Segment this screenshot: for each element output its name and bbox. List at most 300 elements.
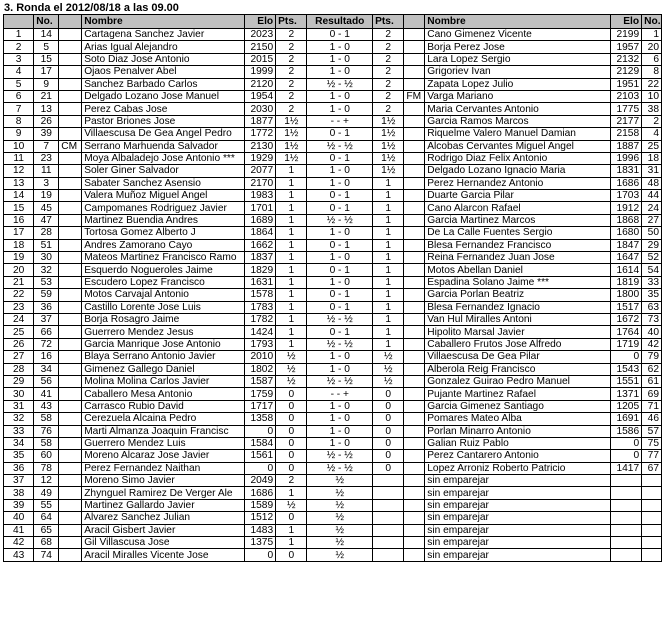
table-row (4, 239, 662, 251)
black-elo: 1775 (610, 103, 641, 115)
black-player-name: Pomares Mateo Alba (425, 413, 611, 425)
black-player-name: Blesa Fernandez Ignacio (425, 301, 611, 313)
white-elo: 1782 (244, 313, 275, 325)
white-title (59, 437, 82, 449)
black-player-name: Garcia Porlan Beatriz (425, 289, 611, 301)
black-points (373, 524, 404, 536)
white-points: 1½ (276, 115, 307, 127)
white-elo: 0 (244, 462, 275, 474)
white-player-name: Martinez Buendia Andres (82, 214, 245, 226)
black-title (404, 363, 425, 375)
white-elo: 1584 (244, 437, 275, 449)
black-points: 1 (373, 190, 404, 202)
black-elo: 1996 (610, 152, 641, 164)
table-row (4, 66, 662, 78)
table-row (4, 128, 662, 140)
table-row (4, 326, 662, 338)
black-player-no: 24 (642, 202, 662, 214)
board-number: 26 (4, 338, 34, 350)
white-elo: 2170 (244, 177, 275, 189)
white-title (59, 351, 82, 363)
white-player-name: Soto Diaz Jose Antonio (82, 53, 245, 65)
result: ½ - ½ (307, 313, 373, 325)
result: 0 - 1 (307, 152, 373, 164)
white-title (59, 227, 82, 239)
black-player-name: Perez Hernandez Antonio (425, 177, 611, 189)
black-player-no: 69 (642, 388, 662, 400)
result: 0 - 1 (307, 202, 373, 214)
black-player-no: 52 (642, 252, 662, 264)
black-title (404, 103, 425, 115)
white-player-no: 15 (34, 53, 59, 65)
white-player-no: 47 (34, 214, 59, 226)
result: 1 - 0 (307, 177, 373, 189)
white-player-no: 13 (34, 103, 59, 115)
black-elo (610, 537, 641, 549)
black-title (404, 537, 425, 549)
result: ½ (307, 537, 373, 549)
board-number: 21 (4, 276, 34, 288)
black-title (404, 487, 425, 499)
black-player-name: Porlan Minarro Antonio (425, 425, 611, 437)
white-elo: 1802 (244, 363, 275, 375)
white-title (59, 252, 82, 264)
table-row (4, 202, 662, 214)
white-elo: 2010 (244, 351, 275, 363)
white-player-no: 7 (34, 140, 59, 152)
white-title: CM (59, 140, 82, 152)
white-player-name: Garcia Manrique Jose Antonio (82, 338, 245, 350)
black-player-no: 54 (642, 264, 662, 276)
black-player-no (642, 537, 662, 549)
white-player-no: 51 (34, 239, 59, 251)
white-title (59, 499, 82, 511)
black-player-name: Blesa Fernandez Francisco (425, 239, 611, 251)
result: 1 - 0 (307, 227, 373, 239)
black-points (373, 475, 404, 487)
black-title: FM (404, 90, 425, 102)
result: 1 - 0 (307, 425, 373, 437)
black-elo: 1847 (610, 239, 641, 251)
black-player-name: Duarte Garcia Pilar (425, 190, 611, 202)
white-player-name: Perez Fernandez Naithan (82, 462, 245, 474)
table-row (4, 437, 662, 449)
white-title (59, 78, 82, 90)
result: 1 - 0 (307, 437, 373, 449)
result: ½ - ½ (307, 140, 373, 152)
white-points: 2 (276, 66, 307, 78)
result: ½ - ½ (307, 78, 373, 90)
black-elo: 1672 (610, 313, 641, 325)
white-player-name: Ojaos Penalver Abel (82, 66, 245, 78)
result: 1 - 0 (307, 252, 373, 264)
black-player-no: 10 (642, 90, 662, 102)
black-points (373, 549, 404, 561)
board-number: 25 (4, 326, 34, 338)
result: - - + (307, 115, 373, 127)
black-player-name: Van Hul Miralles Antoni (425, 313, 611, 325)
white-title (59, 475, 82, 487)
white-player-no: 53 (34, 276, 59, 288)
white-title (59, 388, 82, 400)
white-points: 2 (276, 90, 307, 102)
result: ½ (307, 475, 373, 487)
white-points: 1 (276, 276, 307, 288)
white-points: 1 (276, 177, 307, 189)
board-number: 30 (4, 388, 34, 400)
black-title (404, 276, 425, 288)
white-player-no: 5 (34, 41, 59, 53)
black-points: ½ (373, 363, 404, 375)
white-elo: 1662 (244, 239, 275, 251)
header-black-title-spacer (404, 15, 425, 29)
white-player-name: Gil Villascusa Jose (82, 537, 245, 549)
black-points: 2 (373, 78, 404, 90)
white-player-name: Moreno Alcaraz Jose Javier (82, 450, 245, 462)
header-white-name: Nombre (82, 15, 245, 29)
black-points: 0 (373, 400, 404, 412)
black-points: 2 (373, 41, 404, 53)
white-player-name: Motos Carvajal Antonio (82, 289, 245, 301)
black-player-no: 71 (642, 400, 662, 412)
black-player-no (642, 475, 662, 487)
header-result: Resultado (307, 15, 373, 29)
table-row (4, 388, 662, 400)
black-points: 1 (373, 252, 404, 264)
black-player-no (642, 512, 662, 524)
white-elo: 1375 (244, 537, 275, 549)
white-player-no: 59 (34, 289, 59, 301)
black-title (404, 165, 425, 177)
header-no: No. (34, 15, 59, 29)
black-title (404, 338, 425, 350)
result: 1 - 0 (307, 413, 373, 425)
result: 0 - 1 (307, 128, 373, 140)
white-player-no: 45 (34, 202, 59, 214)
header-title-spacer (59, 15, 82, 29)
black-elo: 1586 (610, 425, 641, 437)
black-player-name: Delgado Lozano Ignacio Maria (425, 165, 611, 177)
white-player-name: Perez Cabas Jose (82, 103, 245, 115)
table-row (4, 524, 662, 536)
white-points: 1 (276, 190, 307, 202)
board-number: 8 (4, 115, 34, 127)
black-points: 1½ (373, 165, 404, 177)
black-points: 0 (373, 388, 404, 400)
white-player-name: Soler Giner Salvador (82, 165, 245, 177)
table-row (4, 190, 662, 202)
board-number: 14 (4, 190, 34, 202)
result: 0 - 1 (307, 301, 373, 313)
white-points: 1 (276, 524, 307, 536)
white-player-name: Tortosa Gomez Alberto J (82, 227, 245, 239)
black-elo: 2177 (610, 115, 641, 127)
white-points: 2 (276, 78, 307, 90)
black-player-name: Maria Cervantes Antonio (425, 103, 611, 115)
white-points: ½ (276, 363, 307, 375)
white-points: 0 (276, 388, 307, 400)
white-points: 0 (276, 437, 307, 449)
black-elo: 1868 (610, 214, 641, 226)
board-number: 16 (4, 214, 34, 226)
result: 1 - 0 (307, 351, 373, 363)
black-player-no: 46 (642, 413, 662, 425)
black-title (404, 512, 425, 524)
black-player-no: 4 (642, 128, 662, 140)
black-player-name: De La Calle Fuentes Sergio (425, 227, 611, 239)
black-player-no: 6 (642, 53, 662, 65)
white-player-name: Serrano Marhuenda Salvador (82, 140, 245, 152)
white-elo: 1864 (244, 227, 275, 239)
black-title (404, 128, 425, 140)
black-points: 1 (373, 289, 404, 301)
board-number: 36 (4, 462, 34, 474)
white-player-name: Guerrero Mendez Luis (82, 437, 245, 449)
table-row (4, 351, 662, 363)
black-elo: 1543 (610, 363, 641, 375)
white-player-no: 76 (34, 425, 59, 437)
black-points: 1½ (373, 128, 404, 140)
black-player-name: Villaescusa De Gea Pilar (425, 351, 611, 363)
white-points: 1½ (276, 128, 307, 140)
result: 1 - 0 (307, 41, 373, 53)
board-number: 38 (4, 487, 34, 499)
black-points: 0 (373, 462, 404, 474)
white-points: 0 (276, 512, 307, 524)
black-player-no: 2 (642, 115, 662, 127)
white-player-no: 39 (34, 128, 59, 140)
black-title (404, 177, 425, 189)
black-points: ½ (373, 351, 404, 363)
black-points: 1 (373, 338, 404, 350)
black-title (404, 313, 425, 325)
black-elo: 1887 (610, 140, 641, 152)
white-player-name: Alvarez Sanchez Julian (82, 512, 245, 524)
black-title (404, 264, 425, 276)
black-player-name: Borja Perez Jose (425, 41, 611, 53)
white-player-name: Molina Molina Carlos Javier (82, 375, 245, 387)
white-player-name: Zhynguel Ramirez De Verger Ale (82, 487, 245, 499)
black-player-name: Lopez Arroniz Roberto Patricio (425, 462, 611, 474)
black-elo: 1691 (610, 413, 641, 425)
white-points: 2 (276, 103, 307, 115)
table-row (4, 301, 662, 313)
white-player-no: 60 (34, 450, 59, 462)
white-player-name: Caballero Mesa Antonio (82, 388, 245, 400)
table-row (4, 276, 662, 288)
result: 0 - 1 (307, 239, 373, 251)
white-player-name: Valera Muñoz Miguel Angel (82, 190, 245, 202)
white-player-no: 37 (34, 313, 59, 325)
round-title: 3. Ronda el 2012/08/18 a las 09.00 (4, 2, 179, 14)
result: ½ (307, 487, 373, 499)
black-points (373, 487, 404, 499)
white-elo: 1424 (244, 326, 275, 338)
white-player-name: Esquerdo Nogueroles Jaime (82, 264, 245, 276)
white-title (59, 115, 82, 127)
board-number: 4 (4, 66, 34, 78)
white-player-name: Blaya Serrano Antonio Javier (82, 351, 245, 363)
white-player-no: 34 (34, 363, 59, 375)
black-points: 1 (373, 326, 404, 338)
black-title (404, 301, 425, 313)
result: 1 - 0 (307, 53, 373, 65)
white-player-no: 43 (34, 400, 59, 412)
black-player-no: 1 (642, 29, 662, 41)
header-black-no: No. (642, 15, 662, 29)
table-row (4, 252, 662, 264)
black-points (373, 537, 404, 549)
table-row (4, 475, 662, 487)
black-player-name: sin emparejar (425, 524, 611, 536)
black-player-name: Espadina Solano Jaime *** (425, 276, 611, 288)
black-title (404, 78, 425, 90)
white-elo: 2015 (244, 53, 275, 65)
black-player-no: 79 (642, 351, 662, 363)
table-row (4, 29, 662, 41)
board-number: 13 (4, 177, 34, 189)
white-elo: 1999 (244, 66, 275, 78)
table-row (4, 53, 662, 65)
result: 1 - 0 (307, 66, 373, 78)
black-player-name: Riquelme Valero Manuel Damian (425, 128, 611, 140)
black-title (404, 351, 425, 363)
black-title (404, 115, 425, 127)
result: ½ - ½ (307, 375, 373, 387)
black-player-name: Gonzalez Guirao Pedro Manuel (425, 375, 611, 387)
board-number: 19 (4, 252, 34, 264)
black-points: 1 (373, 276, 404, 288)
black-points: 1 (373, 239, 404, 251)
black-player-no: 75 (642, 437, 662, 449)
white-title (59, 103, 82, 115)
black-player-no (642, 524, 662, 536)
white-player-name: Cerezuela Alcaina Pedro (82, 413, 245, 425)
white-player-no: 36 (34, 301, 59, 313)
white-title (59, 177, 82, 189)
black-title (404, 437, 425, 449)
black-player-no: 8 (642, 66, 662, 78)
black-player-no: 73 (642, 313, 662, 325)
header-board (4, 15, 34, 29)
white-points: ½ (276, 351, 307, 363)
black-points: ½ (373, 375, 404, 387)
white-player-no: 12 (34, 475, 59, 487)
white-player-no: 64 (34, 512, 59, 524)
black-elo (610, 549, 641, 561)
black-points: 2 (373, 90, 404, 102)
header-white-elo: Elo (244, 15, 275, 29)
white-points: 2 (276, 29, 307, 41)
result: 1 - 0 (307, 103, 373, 115)
white-player-no: 78 (34, 462, 59, 474)
white-points: 0 (276, 462, 307, 474)
black-player-name: Cano Gimenez Vicente (425, 29, 611, 41)
white-elo: 1689 (244, 214, 275, 226)
black-elo (610, 512, 641, 524)
white-title (59, 512, 82, 524)
black-player-no: 50 (642, 227, 662, 239)
white-player-name: Pastor Briones Jose (82, 115, 245, 127)
black-title (404, 252, 425, 264)
white-points: 1 (276, 227, 307, 239)
white-title (59, 190, 82, 202)
black-title (404, 214, 425, 226)
result: 0 - 1 (307, 264, 373, 276)
result: ½ (307, 512, 373, 524)
black-player-no (642, 487, 662, 499)
white-player-name: Andres Zamorano Cayo (82, 239, 245, 251)
white-player-name: Sabater Sanchez Asensio (82, 177, 245, 189)
black-player-no (642, 549, 662, 561)
black-player-name: Garcia Martinez Marcos (425, 214, 611, 226)
black-player-name: Pujante Martinez Rafael (425, 388, 611, 400)
white-title (59, 425, 82, 437)
white-elo: 2077 (244, 165, 275, 177)
table-row (4, 289, 662, 301)
white-player-name: Gimenez Gallego Daniel (82, 363, 245, 375)
header-white-pts: Pts. (276, 15, 307, 29)
black-player-name: Lara Lopez Sergio (425, 53, 611, 65)
result: 0 - 1 (307, 190, 373, 202)
table-row (4, 177, 662, 189)
black-points: 1 (373, 313, 404, 325)
white-points: ½ (276, 375, 307, 387)
white-title (59, 165, 82, 177)
black-player-no: 38 (642, 103, 662, 115)
black-player-name: Garcia Ramos Marcos (425, 115, 611, 127)
white-player-no: 30 (34, 252, 59, 264)
result: ½ (307, 524, 373, 536)
black-title (404, 475, 425, 487)
black-elo: 1647 (610, 252, 641, 264)
black-elo: 2129 (610, 66, 641, 78)
white-player-no: 65 (34, 524, 59, 536)
black-player-no: 27 (642, 214, 662, 226)
white-elo: 1877 (244, 115, 275, 127)
black-points: 1½ (373, 115, 404, 127)
black-points: 1 (373, 227, 404, 239)
white-elo: 1589 (244, 499, 275, 511)
white-player-no: 9 (34, 78, 59, 90)
white-title (59, 338, 82, 350)
black-elo: 1912 (610, 202, 641, 214)
white-title (59, 487, 82, 499)
white-points: 1½ (276, 152, 307, 164)
white-player-no: 68 (34, 537, 59, 549)
black-title (404, 202, 425, 214)
white-points: 1 (276, 338, 307, 350)
white-elo: 1954 (244, 90, 275, 102)
black-points: 2 (373, 29, 404, 41)
black-player-name: Alberola Reig Francisco (425, 363, 611, 375)
black-elo (610, 524, 641, 536)
black-points (373, 512, 404, 524)
table-row (4, 41, 662, 53)
result: 0 - 1 (307, 326, 373, 338)
board-number: 3 (4, 53, 34, 65)
white-elo: 2120 (244, 78, 275, 90)
board-number: 39 (4, 499, 34, 511)
white-points: 0 (276, 413, 307, 425)
black-player-no: 42 (642, 338, 662, 350)
white-player-name: Borja Rosagro Jaime (82, 313, 245, 325)
black-elo: 1951 (610, 78, 641, 90)
board-number: 15 (4, 202, 34, 214)
table-row (4, 425, 662, 437)
white-title (59, 29, 82, 41)
header-black-elo: Elo (610, 15, 641, 29)
